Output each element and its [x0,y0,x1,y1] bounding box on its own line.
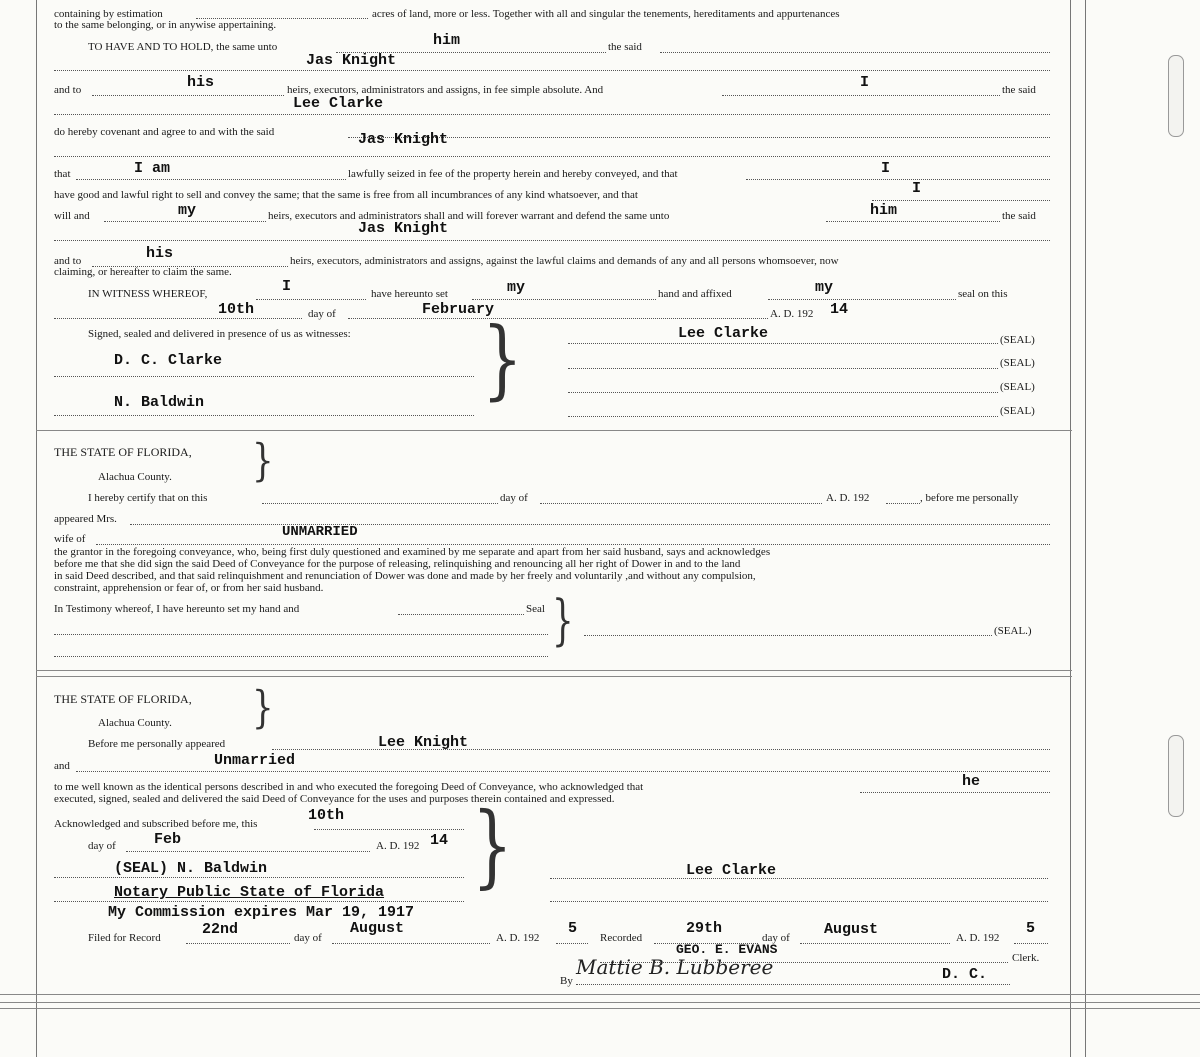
blank-line [886,503,920,504]
deed-text: have good and lawful right to sell and convey the same; that the same is free from all incumbrances of any kind whatsoever, and that [54,189,638,201]
deed-text: A. D. 192 [770,308,814,320]
blank-line [262,503,498,504]
witness-brace: } [482,310,523,410]
handwritten-entry: I [860,74,870,91]
signature-line [550,878,1048,879]
bottom-rule-2 [0,1002,1200,1003]
blank-line [1014,943,1048,944]
county-label: Alachua County. [98,471,172,483]
county-label: Alachua County. [98,717,172,729]
signature-line [568,416,998,417]
state-brace: } [252,435,274,487]
handwritten-entry: 14 [430,832,449,849]
handwritten-entry: 22nd [202,921,239,938]
blank-line [54,376,474,377]
deed-text: have hereunto set [371,288,448,300]
dower-text: Seal [526,603,545,615]
section-divider [36,430,1072,431]
bottom-rule-1 [0,994,1200,995]
signature-line [568,368,998,369]
blank-line [54,318,302,319]
blank-line [348,318,768,319]
section-divider [36,676,1072,677]
blank-line [54,70,1050,71]
handwritten-entry: he [962,773,981,790]
deed-text: that [54,168,71,180]
record-text: A. D. 192 [956,932,1000,944]
grantee-name: Jas Knight [358,220,449,237]
blank-line [860,792,1050,793]
state-heading: THE STATE OF FLORIDA, [54,692,192,706]
seal-label: (SEAL) [1000,334,1035,346]
handwritten-entry: UNMARRIED [282,524,358,540]
handwritten-entry: Feb [154,831,182,848]
signature-line [550,901,1048,902]
handwritten-entry: August [824,921,879,938]
handwritten-entry: my [178,202,197,219]
deed-text: seal on this [958,288,1008,300]
blank-line [76,771,1050,772]
handwritten-entry: 29th [686,920,723,937]
blank-line [76,179,346,180]
handwritten-entry: 14 [830,301,849,318]
deed-text: IN WITNESS WHEREOF, [88,288,208,300]
dower-text: A. D. 192 [826,492,870,504]
blank-line [826,221,1000,222]
blank-line [768,299,956,300]
blank-line [54,114,1050,115]
witness-name: N. Baldwin [114,394,205,411]
deed-text: containing by estimation [54,8,163,20]
deed-text: the said [1002,84,1036,96]
witness-name: D. C. Clarke [114,352,223,369]
record-text: day of [294,932,322,944]
ack-text: to me well known as the identical persons described in and who executed the foregoing Deed of Conveyance, who acknowledged that [54,781,644,793]
state-brace: } [252,682,274,734]
handwritten-entry: Unmarried [214,752,296,769]
seal-label: (SEAL) [1000,381,1035,393]
blank-line [398,614,524,615]
deed-text: Signed, sealed and delivered in presence of us as witnesses: [88,328,351,340]
blank-line [54,634,548,635]
left-margin-line [36,0,37,1057]
signature-line [576,984,1010,985]
ack-text: Before me personally appeared [88,738,226,750]
dower-paragraph: the grantor in the foregoing conveyance, who, being first duly questioned and examined by me separate and apart from her said husband, says and acknowledges [54,546,771,558]
signer-name: Lee Clarke [686,862,777,879]
record-text: By [560,975,573,987]
blank-line [660,52,1050,53]
blank-line [54,656,548,657]
right-margin-line [1070,0,1071,1057]
handwritten-entry: him [433,32,461,49]
blank-line [800,943,950,944]
signature-line [568,392,998,393]
notary-brace: } [472,795,513,899]
deed-text: heirs, executors, administrators and assigns, in fee simple absolute. And [287,84,604,96]
deputy-signature: Mattie B. Lubberee [576,955,774,979]
blank-line [54,877,464,878]
seal-label: (SEAL) [1000,405,1035,417]
blank-line [872,200,1050,201]
blank-line [104,221,266,222]
seal-label: (SEAL) [1000,357,1035,369]
handwritten-entry: I [881,160,891,177]
grantee-name: Jas Knight [306,52,397,69]
blank-line [54,901,464,902]
dower-paragraph: constraint, apprehension or fear of, or from her said husband. [54,582,324,594]
record-text: A. D. 192 [496,932,540,944]
deputy-clerk-label: D. C. [942,966,988,983]
handwritten-entry: 10th [308,807,345,824]
blank-line [54,156,1050,157]
deed-text: hand and affixed [658,288,732,300]
binder-hole-bottom [1168,735,1184,817]
blank-line [348,137,1050,138]
handwritten-entry: his [146,245,174,262]
notary-title: Notary Public State of Florida [114,884,385,901]
blank-line [186,943,290,944]
clerk-label: Clerk. [1012,952,1040,964]
ack-text: A. D. 192 [376,840,420,852]
deed-text: acres of land, more or less. Together with all and singular the tenements, hereditaments and appurtenances [372,8,840,20]
deed-text: day of [308,308,336,320]
right-margin-line-2 [1085,0,1086,1057]
grantee-name: Jas Knight [358,131,449,148]
blank-line [722,95,1000,96]
deed-text: claiming, or hereafter to claim the same. [54,266,232,278]
handwritten-entry: February [422,301,495,318]
blank-line [130,524,1050,525]
testimony-brace: } [552,589,574,653]
blank-line [256,299,366,300]
dower-text: I hereby certify that on this [88,492,208,504]
ack-text: executed, signed, sealed and delivered the said Deed of Conveyance for the uses and purposes therein contained and expressed. [54,793,615,805]
handwritten-entry: I am [134,160,171,177]
deed-text: lawfully seized in fee of the property herein and hereby conveyed, and that [348,168,678,180]
state-heading: THE STATE OF FLORIDA, [54,445,192,459]
notary-seal: (SEAL) N. Baldwin [114,860,268,877]
dower-paragraph: in said Deed described, and that said relinquishment and renunciation of Dower was done and made by her freely and voluntarily ,and without any compulsion, [54,570,756,582]
dower-paragraph: before me that she did sign the said Deed of Conveyance for the purpose of releasing, relinquishing and renouncing all her right of Dower in and to the land [54,558,741,570]
grantor-name: Lee Clarke [293,95,384,112]
blank-line [314,829,464,830]
bottom-rule-3 [0,1008,1200,1009]
handwritten-entry: my [507,279,526,296]
deed-text: will and [54,210,90,222]
seal-label: (SEAL.) [994,625,1032,637]
commission-expiry: My Commission expires Mar 19, 1917 [108,904,415,921]
handwritten-entry: 5 [568,920,578,937]
blank-line [54,240,1050,241]
blank-line [96,544,1050,545]
ack-text: Acknowledged and subscribed before me, this [54,818,258,830]
record-text: day of [762,932,790,944]
deed-text: TO HAVE AND TO HOLD, the same unto [88,41,278,53]
signature-line [584,635,992,636]
dower-text: wife of [54,533,86,545]
record-text: Recorded [600,932,643,944]
signature-line [568,343,998,344]
blank-line [332,943,490,944]
clerk-name: GEO. E. EVANS [676,942,778,957]
handwritten-entry: his [187,74,215,91]
dower-text: day of [500,492,528,504]
blank-line [472,299,656,300]
binder-hole-top [1168,55,1184,137]
section-divider [36,670,1072,671]
deed-text: and to [54,255,82,267]
blank-line [556,943,588,944]
deed-text: the said [1002,210,1036,222]
dower-text: , before me personally [920,492,1019,504]
blank-line [746,179,1050,180]
ack-text: and [54,760,70,772]
handwritten-entry: 10th [218,301,255,318]
deed-text: heirs, executors and administrators shall and will forever warrant and defend the same unto [268,210,670,222]
deed-text: heirs, executors, administrators and assigns, against the lawful claims and demands of any and all persons whomsoever, now [290,255,839,267]
blank-line [54,415,474,416]
handwritten-entry: August [350,920,405,937]
deed-text: to the same belonging, or in anywise appertaining. [54,19,277,31]
handwritten-entry: 5 [1026,920,1036,937]
deed-text: the said [608,41,642,53]
handwritten-entry: Lee Knight [378,734,469,751]
ack-text: day of [88,840,116,852]
grantor-signature: Lee Clarke [678,325,769,342]
deed-text: do hereby covenant and agree to and with the said [54,126,275,138]
record-text: Filed for Record [88,932,161,944]
handwritten-entry: I [912,180,922,197]
blank-line [540,503,822,504]
handwritten-entry: my [815,279,834,296]
dower-text: In Testimony whereof, I have hereunto set my hand and [54,603,300,615]
blank-line [126,851,370,852]
handwritten-entry: I [282,278,292,295]
dower-text: appeared Mrs. [54,513,117,525]
deed-text: and to [54,84,82,96]
blank-line [92,95,284,96]
handwritten-entry: him [870,202,898,219]
